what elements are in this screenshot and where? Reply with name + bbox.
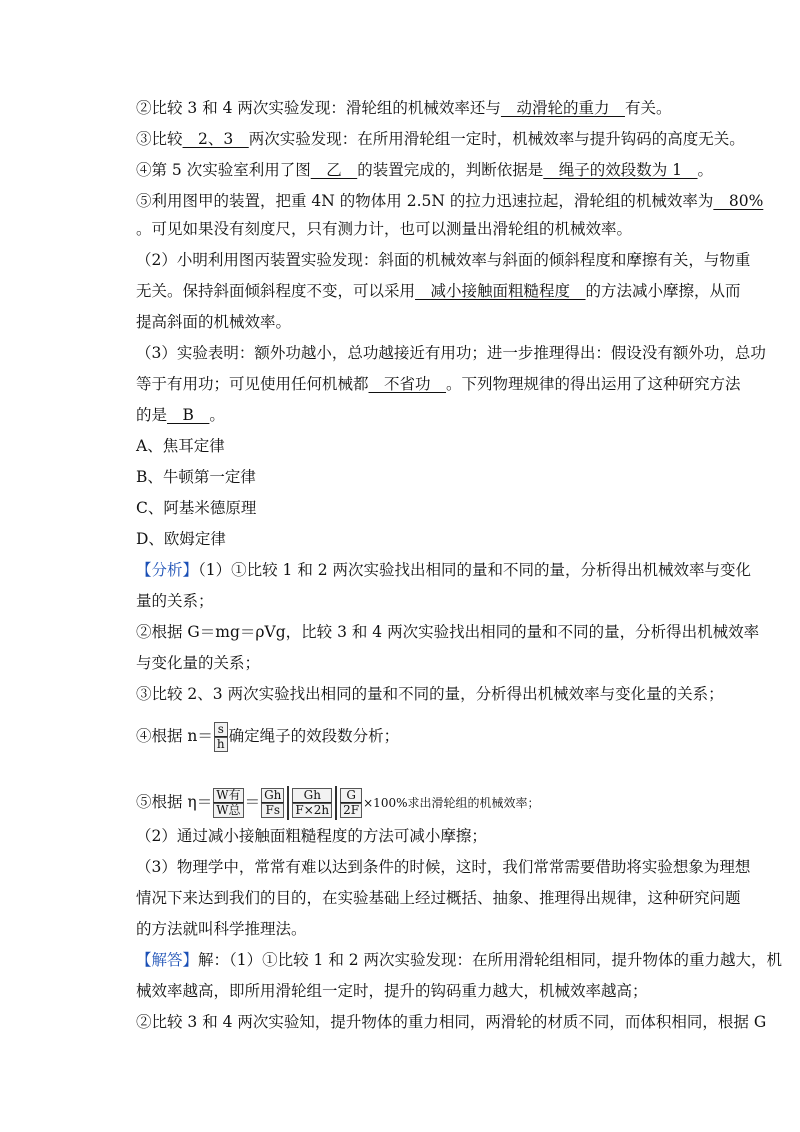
fraction-g-over-2f: $\frac{G}{2F}$ <box>340 788 362 818</box>
q1-part5-line: ⑤利用图甲的装置，把重 4N 的物体用 2.5N 的拉力迅速拉起，滑轮组的机械效率为 80% <box>136 192 764 210</box>
analysis-tag: 【分析】 <box>136 561 199 579</box>
q1-part5-cont: 。可见如果没有刻度尺，只有测力计，也可以测量出滑轮组的机械效率。 <box>136 220 633 238</box>
q3-line3: 的是 B 。 <box>136 406 225 424</box>
fraction-gh-over-f2h: $\frac{Gh}{F\times 2h}$ <box>292 788 332 818</box>
solution-line1: 【解答】解：（1）①比较 1 和 2 两次实验发现：在所用滑轮组相同，提升物体的重力越大，机 <box>136 951 783 969</box>
answer-blank: 80% <box>713 192 764 210</box>
q2-line1: （2）小明利用图丙装置实验发现：斜面的机械效率与斜面的倾斜程度和摩擦有关，与物重 <box>136 251 751 269</box>
analysis-line4: 与变化量的关系； <box>136 654 261 672</box>
analysis-line8: （2）通过减小接触面粗糙程度的方法可减小摩擦； <box>136 827 487 845</box>
q1-part3-line: ③比较 2、3 两次实验发现：在所用滑轮组一定时，机械效率与提升钩码的高度无关。 <box>136 130 745 148</box>
fraction-w-useful-over-w-total: $\frac{\text{W有}}{\text{W总}}$ <box>213 788 243 818</box>
solution-line3: ②比较 3 和 4 两次实验知，提升物体的重力相同，两滑轮的材质不同，而体积相同，根据 G <box>136 1013 767 1031</box>
solution-tag: 【解答】 <box>136 951 199 969</box>
answer-blank: B <box>167 406 210 424</box>
analysis-line7: ⑤根据 η＝ $\frac{\text{W有}}{\text{W总}}$ ＝ $\frac{Gh}{Fs}$ $\frac{Gh}{F\times 2h}$ $\frac{G}{2F}$ ×100%求出滑轮组的机械效率； <box>136 786 696 820</box>
q3-line2: 等于有用功；可见使用任何机械都 不省功 。下列物理规律的得出运用了这种研究方法 <box>136 375 741 393</box>
answer-blank: 减小接触面粗糙程度 <box>415 282 586 300</box>
analysis-line2: 量的关系； <box>136 592 214 610</box>
answer-blank: 动滑轮的重力 <box>500 99 625 117</box>
q2-line2: 无关。保持斜面倾斜程度不变，可以采用 减小接触面粗糙程度 的方法减小摩擦，从而 <box>136 282 741 300</box>
option-c: C、阿基米德原理 <box>136 499 257 517</box>
q1-part2-line: ②比较 3 和 4 两次实验发现：滑轮组的机械效率还与 动滑轮的重力 有关。 <box>136 99 672 117</box>
option-d: D、欧姆定律 <box>136 530 226 548</box>
analysis-line6: ④根据 n＝ $\frac{s}{h}$ 确定绳子的效段数分析； <box>136 722 400 751</box>
q1-part4-line: ④第 5 次实验室利用了图 乙 的装置完成的，判断依据是 绳子的效段数为 1 。 <box>136 161 714 179</box>
analysis-line10: 情况下来达到我们的目的，在实验基础上经过概括、抽象、推理得出规律，这种研究问题 <box>136 889 741 907</box>
q2-line3: 提高斜面的机械效率。 <box>136 313 292 331</box>
analysis-line9: （3）物理学中，常常有难以达到条件的时候，这时，我们常常需要借助将实验想象为理想 <box>136 858 751 876</box>
answer-blank: 乙 <box>310 161 358 179</box>
analysis-line1: 【分析】（1）①比较 1 和 2 两次实验找出相同的量和不同的量，分析得出机械效率与变化 <box>136 561 752 579</box>
answer-blank: 不省功 <box>368 375 447 393</box>
solution-line2: 械效率越高，即所用滑轮组一定时，提升的钩码重力越大，机械效率越高； <box>136 982 648 1000</box>
analysis-line3: ②根据 G＝mg＝ρVg，比较 3 和 4 两次实验找出相同的量和不同的量，分析得出机械效率 <box>136 623 760 641</box>
answer-blank: 2、3 <box>182 130 249 148</box>
fraction-gh-over-fs: $\frac{Gh}{Fs}$ <box>261 788 284 818</box>
fraction-s-over-h: $\frac{s}{h}$ <box>214 722 228 752</box>
option-a: A、焦耳定律 <box>136 437 225 455</box>
option-b: B、牛顿第一定律 <box>136 468 256 486</box>
analysis-line5: ③比较 2、3 两次实验找出相同的量和不同的量，分析得出机械效率与变化量的关系； <box>136 685 724 703</box>
answer-blank: 绳子的效段数为 1 <box>543 161 698 179</box>
q3-line1: （3）实验表明：额外功越小，总功越接近有用功；进一步推理得出：假设没有额外功，总功 <box>136 344 766 362</box>
analysis-line11: 的方法就叫科学推理法。 <box>136 920 307 938</box>
